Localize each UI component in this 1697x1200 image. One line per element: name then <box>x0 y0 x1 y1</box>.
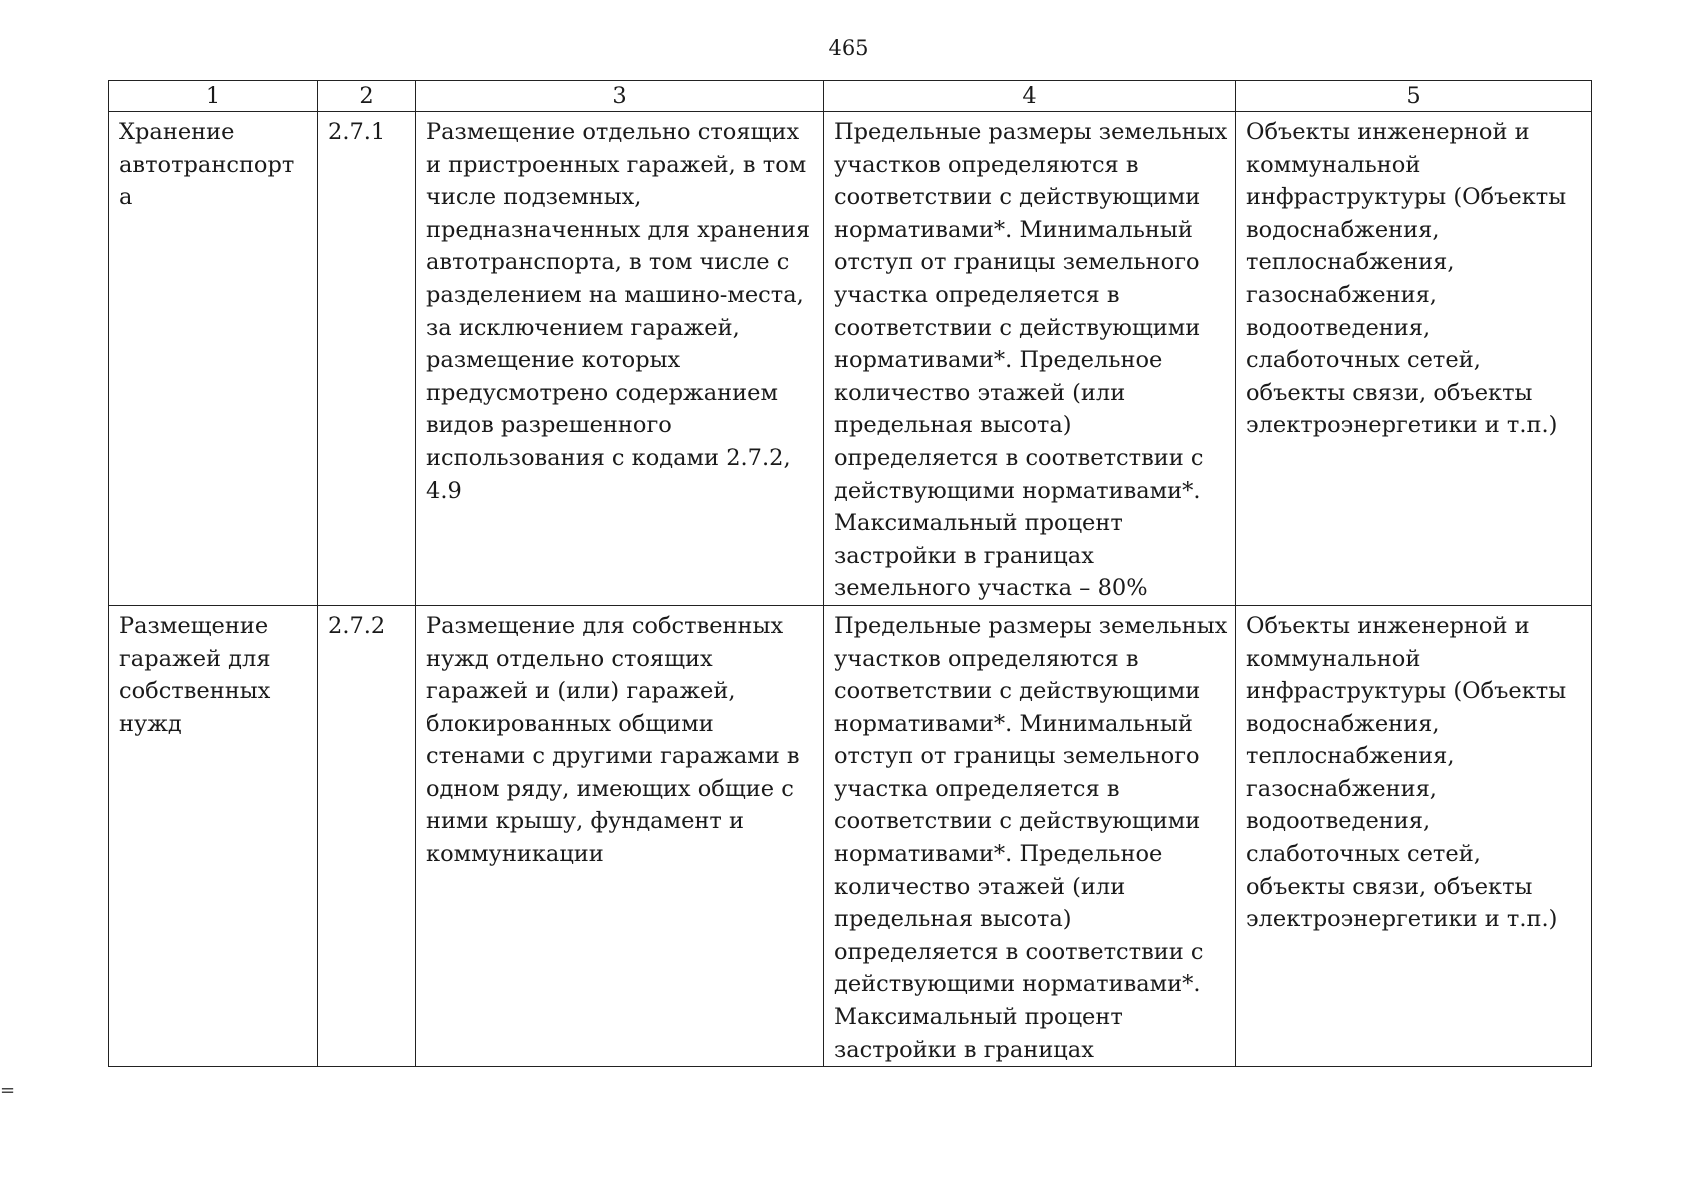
table-body <box>109 112 1592 1067</box>
use-description-cell <box>416 605 824 1066</box>
use-objects-cell <box>1236 112 1592 606</box>
use-description: Размещение для собственных нужд отдельно стоящих гаражей и (или) гаражей, блокированных общими стенами с другими гаражами в одном ряду, имеющих общие с ними крышу, фундамент и коммуникации <box>426 612 800 868</box>
header-col-3: 3 <box>416 81 824 112</box>
table-header <box>109 81 1592 112</box>
use-parameters-cell <box>824 605 1236 1066</box>
use-code-cell <box>318 605 416 1066</box>
use-objects-cell <box>1236 605 1592 1066</box>
use-name: Размещение гаражей для собственных нужд <box>119 612 271 737</box>
use-parameters: Предельные размеры земельных участков определяются в соответствии с действующими нормативами*. Минимальный отступ от границы земельного участка определяется в соответствии с действующими нормативами*. Предельное количество этажей (или предельная высота) определяется в соответствии с действующими нормативами*. Максимальный процент застройки в границах земельного участка – 80% <box>834 119 1228 602</box>
use-parameters-cell <box>824 112 1236 606</box>
use-objects: Объекты инженерной и коммунальной инфраструктуры (Объекты водоснабжения, теплоснабжения, газоснабжения, водоотведения, слаботочных сетей, объекты связи, объекты электроэнергетики и т.п.) <box>1246 119 1567 439</box>
header-col-1: 1 <box>109 81 318 112</box>
use-objects: Объекты инженерной и коммунальной инфраструктуры (Объекты водоснабжения, теплоснабжения, газоснабжения, водоотведения, слаботочных сетей, объекты связи, объекты электроэнергетики и т.п.) <box>1246 612 1567 933</box>
use-description: Размещение отдельно стоящих и пристроенных гаражей, в том числе подземных, предназначенных для хранения автотранспорта, в том числе с разделением на машино-места, за исключением гаражей, размещение которых предусмотрено содержанием видов разрешенного использования с кодами 2.7.2, 4.9 <box>426 119 811 504</box>
header-col-4: 4 <box>824 81 1236 112</box>
use-description-cell <box>416 112 824 606</box>
margin-mark: = <box>0 1080 16 1101</box>
use-name-cell <box>109 605 318 1066</box>
header-row <box>109 81 1592 112</box>
use-code-cell <box>318 112 416 606</box>
header-col-2: 2 <box>318 81 416 112</box>
use-name: Хранение автотранспорт а <box>119 119 295 211</box>
use-name-cell <box>109 112 318 606</box>
table-row <box>109 112 1592 606</box>
page-number: 465 <box>828 36 869 60</box>
use-parameters: Предельные размеры земельных участков определяются в соответствии с действующими нормативами*. Минимальный отступ от границы земельного участка определяется в соответствии с действующими нормативами*. Предельное количество этажей (или предельная высота) определяется в соответствии с действующими нормативами*. Максимальный процент застройки в границах <box>834 612 1228 1063</box>
table-row <box>109 605 1592 1066</box>
use-code: 2.7.1 <box>328 119 386 145</box>
header-col-5: 5 <box>1236 81 1592 112</box>
use-code: 2.7.2 <box>328 612 386 639</box>
land-use-table <box>108 80 1592 1067</box>
